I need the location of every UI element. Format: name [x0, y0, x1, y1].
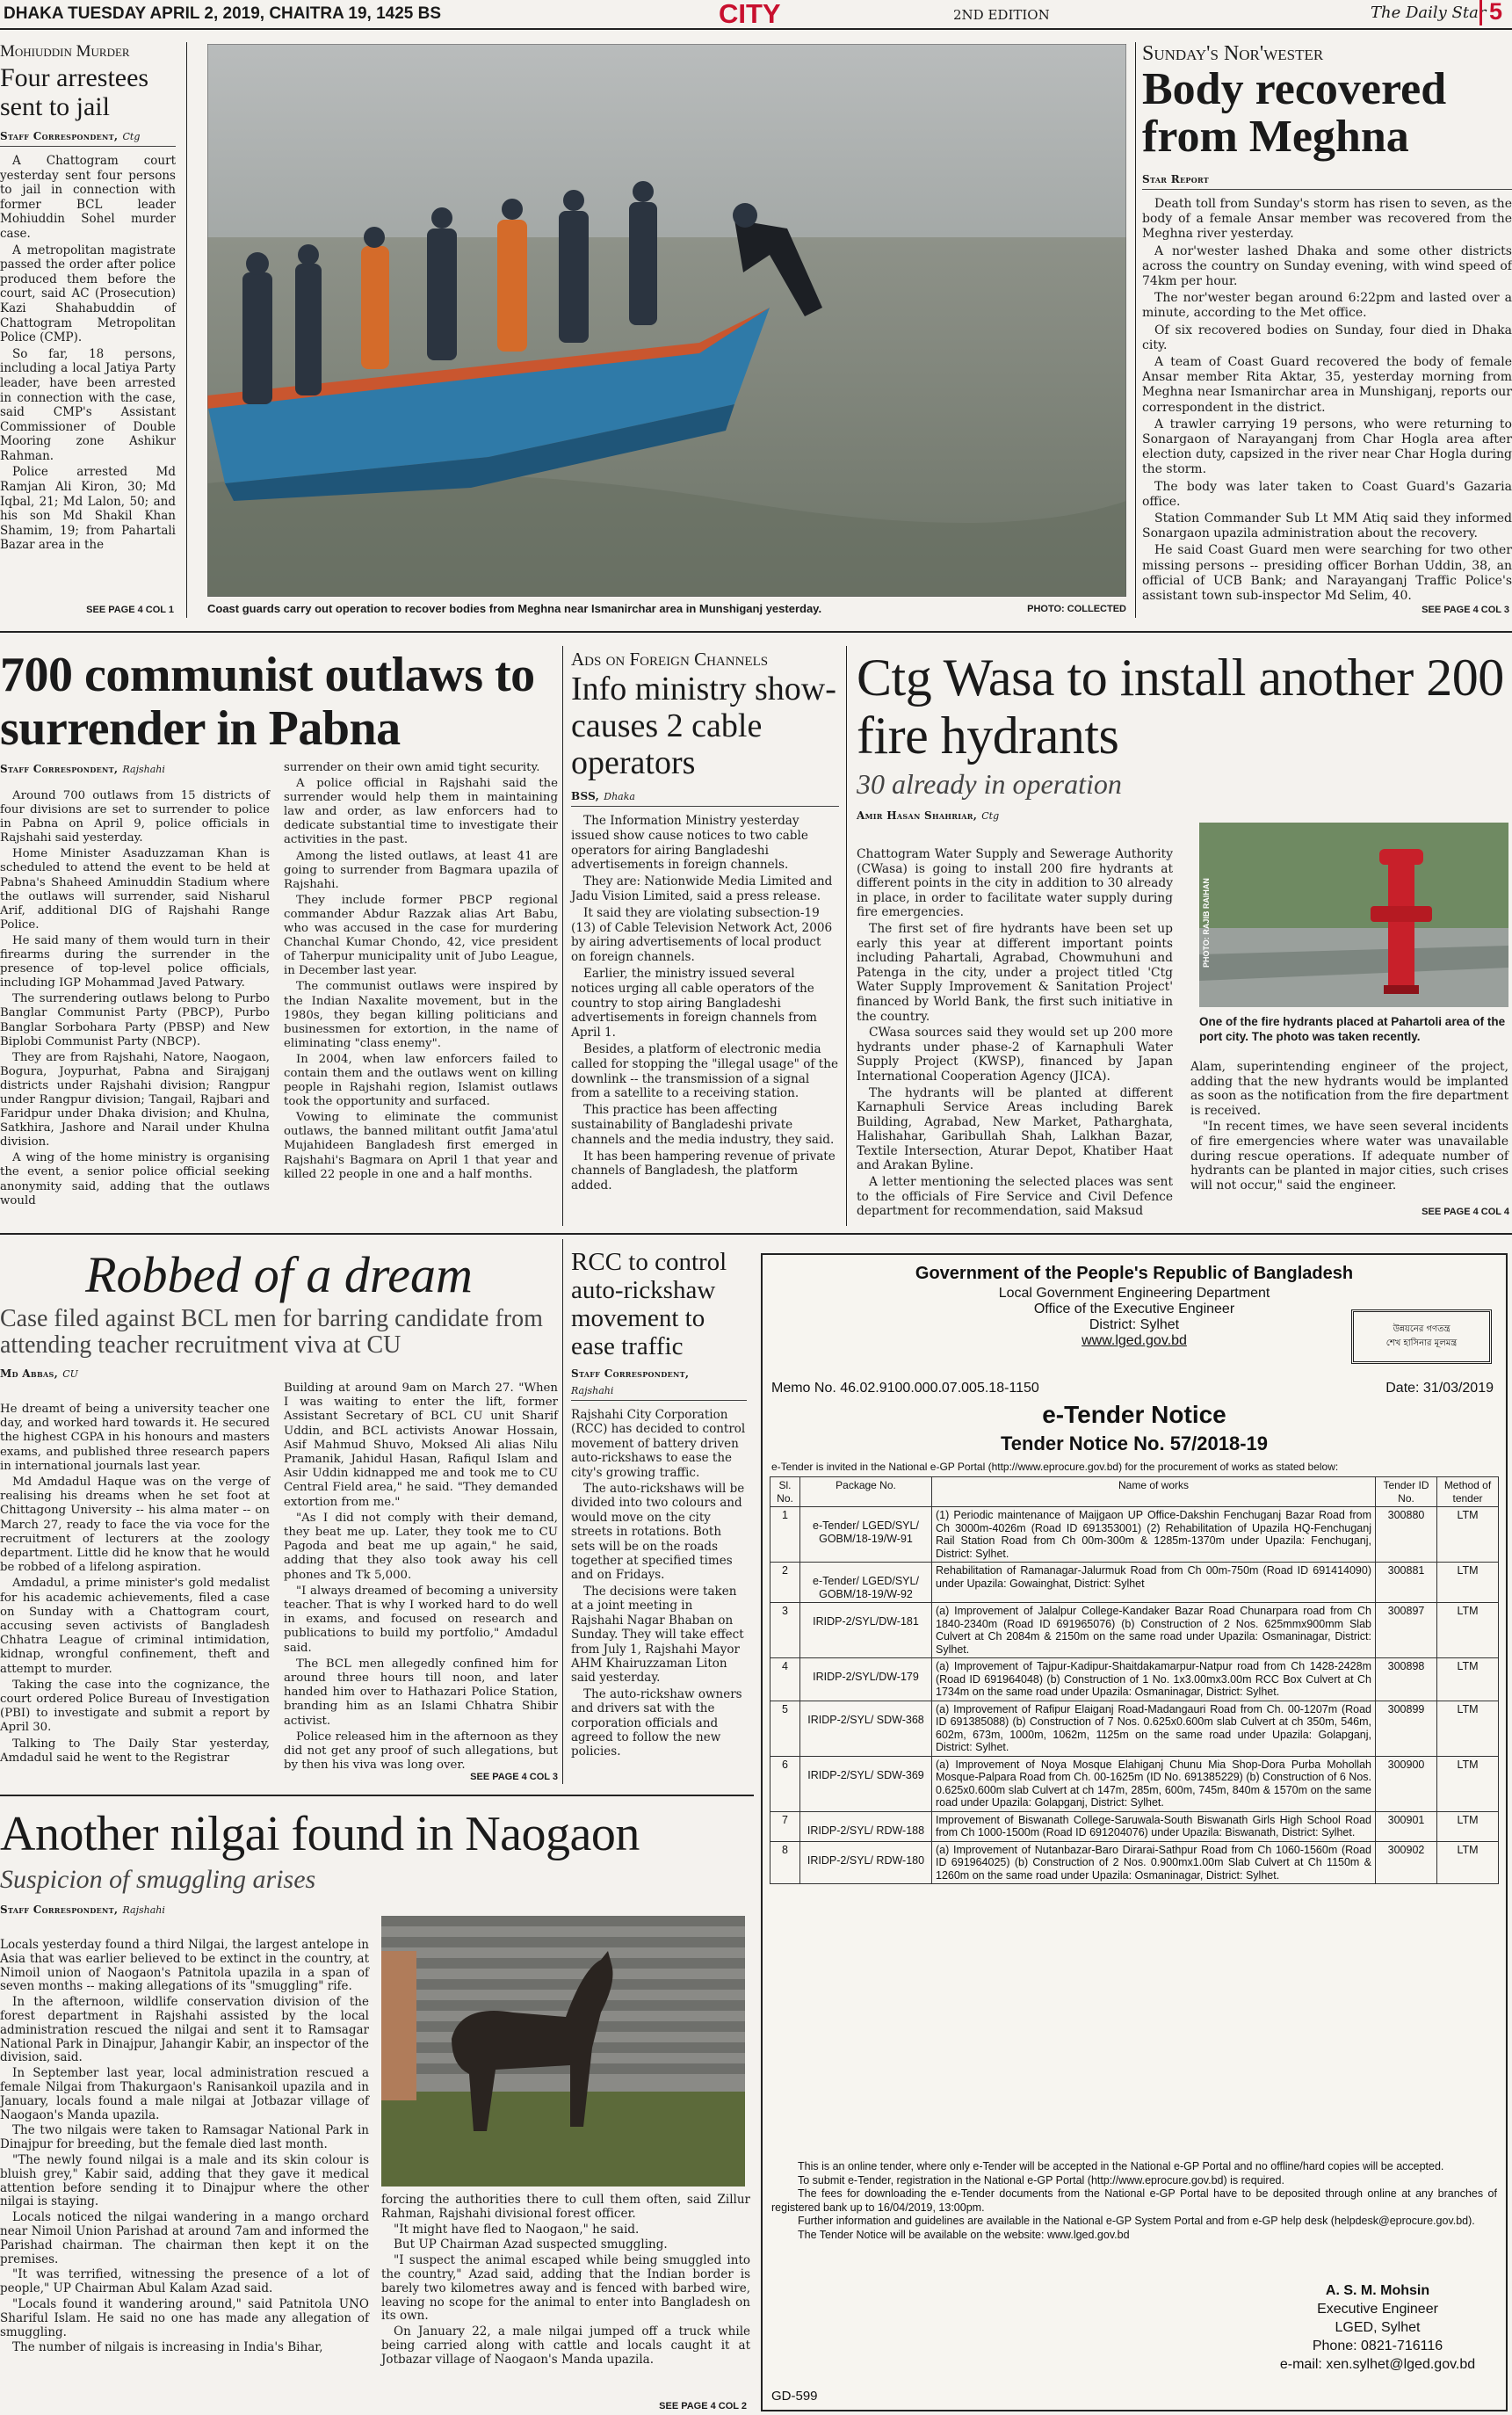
- office: Office of the Executive Engineer: [1033, 1302, 1235, 1316]
- dateline: DHAKA TUESDAY APRIL 2, 2019, CHAITRA 19, 1425 BS: [4, 4, 442, 23]
- signatory-name: A. S. M. Mohsin: [1325, 2283, 1430, 2298]
- story-cable: [571, 649, 839, 1195]
- tender-table-wrap: [770, 1476, 1499, 1884]
- col-sl: Sl. No.: [770, 1477, 800, 1507]
- method-cell: LTM: [1437, 1658, 1499, 1701]
- table-row: [770, 1756, 1499, 1811]
- byline: Staff Correspondent, Rajshahi: [0, 763, 165, 775]
- method-cell: LTM: [1437, 1603, 1499, 1658]
- nilgai-col1: Locals yesterday found a third Nilgai, the largest antelope in Asia that was earlier believed to be extinct in the country, at Nimoil union of Naogaon's Patnitola upazila in a span of seven months -- making allegations of its "smuggling" rife. In the afternoon, wildlife conservation division of the forest department in Rajshahi assisted by the local administration rescued the nilgai and sent it to Ramsagar National Park in Dinajpur, Jahangir Kabir, an inspector of the division, said. In September last year, local administration rescued a female Nilgai from Thakurgaon's Ranisankoil upazila and in January, locals found a male nilgai at Jotbazar village of Naogaon's Manda upazila. The two nilgais were taken to Ramsagar National Park in Dinajpur for breeding, but the female died last month. "The newly found nilgai is a male and its skin colour is bluish grey," Kabir said, adding that they gave it medical attention before sending it to Dinajpur where the other nilgai is staying. Locals noticed the nilgai wandering in a mango orchard near Nimoil Union Parishad at around 7am and informed the Parishad chairman. The chairman then kept it on the premises. "It was terrified, witnessing the presence of a lot of people," UP Chairman Abul Kalam Azad said. "Locals found it wandering around," said Patnitola UNO Shariful Islam. He said no one has made any allegation of smuggling. The number of nilgais is increasing in India's Bihar,: [0, 1938, 369, 2355]
- table-row: [770, 1507, 1499, 1563]
- sl-cell: 5: [770, 1701, 800, 1756]
- photo-coast-guard: [207, 44, 1126, 597]
- table-row: [770, 1811, 1499, 1841]
- signature-block: [1255, 2281, 1501, 2374]
- paper-logo: The Daily Star: [1371, 4, 1487, 22]
- method-cell: LTM: [1437, 1507, 1499, 1563]
- method-cell: LTM: [1437, 1701, 1499, 1756]
- story-nilgai: [0, 1807, 751, 1922]
- byline: Staff Correspondent, Rajshahi: [571, 1364, 747, 1401]
- see-page-link[interactable]: SEE PAGE 4 COL 4: [1422, 1207, 1509, 1217]
- signatory-org: LGED, Sylhet: [1335, 2320, 1421, 2335]
- sl-cell: 3: [770, 1603, 800, 1658]
- body: Death toll from Sunday's storm has risen to seven, as the body of a female Ansar member was recovered from the Meghna river yesterday. A nor'wester lashed Dhaka and some other districts across the country on Sunday evening, with wind speed of 74km per hour. The nor'wester began around 6:22pm and lasted over a minute, according to the Met office. Of six recovered bodies on Sunday, four died in Dhaka city. A team of Coast Guard recovered the body of female Ansar member Rita Aktar, 35, yesterday morning from Meghna near Ismanirchar area in Munshiganj, reports our correspondent in the district. A trawler carrying 19 persons, who were returning to Sonargaon of Narayanganj from Char Hogla area after election duty, capsized in the river near Char Hogla during the storm. The body was later taken to Coast Guard's Gazaria office. Station Commander Sub Lt MM Atiq said they informed Sonargaon upazila administration about the recovery. He said Coast Guard men were searching for two other missing persons -- presiding officer Borhan Uddin, 38, an official of UCB Bank; and Narayanganj Traffic Police's assistant town sub-inspector Md Selim, 40.: [1142, 197, 1512, 604]
- sl-cell: 6: [770, 1756, 800, 1811]
- nilgai-photo-image: [381, 1916, 745, 2187]
- method-cell: LTM: [1437, 1841, 1499, 1884]
- package-cell: IRIDP-2/SYL/DW-181: [800, 1603, 932, 1658]
- headline: 700 communist outlaws to surrender in Pabna: [0, 648, 535, 756]
- nilgai-col2: forcing the authorities there to cull them often, said Zillur Rahman, Rajshahi divisional forest officer. "It might have fled to Naogaon," he said. But UP Chairman Azad suspected smuggling. "I suspect the animal escaped while being smuggled into the country," Azad said, adding that the Indian border is barely two kilometres away and is fenced with barbed wire, leaving no scope for the animal to enter into Bangladesh on its own. On January 22, a male nilgai jumped off a truck while being carried along with cattle and locals caught it at Jotbazar village of Naogaon's Manda upazila.: [381, 2193, 750, 2367]
- tender-id-cell: 300898: [1376, 1658, 1437, 1701]
- photo-caption: Coast guards carry out operation to recover bodies from Meghna near Ismanirchar area in Munshiganj yesterday.: [207, 602, 822, 615]
- package-cell: IRIDP-2/SYL/ SDW-369: [800, 1756, 932, 1811]
- boat-photo-image: [207, 44, 1126, 597]
- headline: Body recovered from Meghna: [1142, 64, 1447, 162]
- headline: Ctg Wasa to install another 200 fire hydrants: [857, 649, 1504, 765]
- headline: RCC to control auto-rickshaw movement to ease traffic: [571, 1248, 727, 1360]
- byline: Staff Correspondent, Ctg: [0, 127, 176, 147]
- photo-caption: One of the fire hydrants placed at Pahartoli area of the port city. The photo was taken recently.: [1199, 1015, 1506, 1043]
- gd-number: GD-599: [771, 2389, 818, 2404]
- works-cell: (a) Improvement of Rafipur Elaiganj Road-Madangauri Road from Ch. 00-1207m (Road ID 691385088) (b) Construction of 7 Nos. 0.625x0.600m slab Culvert at ch 350m, 546m, 602m, 673m, 1000m, 1062m, 1125m on the same road under Upazila: Golapganj, District: Sylhet.: [932, 1701, 1376, 1756]
- story-meghna: [1142, 42, 1512, 606]
- table-row: [770, 1563, 1499, 1603]
- photo-fire-hydrant: [1199, 823, 1508, 1007]
- tender-notes: This is an online tender, where only e-Tender will be accepted in the National e-GP Portal and no offline/hard copies will be accepted. To submit e-Tender, registration in the National e-GP Portal (http://www.eprocure.gov.bd) is required. The fees for downloading the e-Tender documents from the National e-GP Portal have to be deposited through online at any branches of registered bank up to 16/04/2019, 13:00pm. Further information and guidelines are available in the National e-GP System Portal and from e-GP help desk (helpdesk@eprocure.gov.bd). The Tender Notice will be available on the website: www.lged.gov.bd: [771, 2160, 1497, 2241]
- package-cell: IRIDP-2/SYL/ SDW-368: [800, 1701, 932, 1756]
- table-row: [770, 1603, 1499, 1658]
- dept: Local Government Engineering Department: [998, 1286, 1270, 1301]
- photo-credit: PHOTO: RAJIB RAIHAN: [1202, 878, 1211, 968]
- kicker: Mohiuddin Murder: [0, 42, 130, 61]
- story-dream: [0, 1248, 558, 1386]
- tender-notice-number: Tender Notice No. 57/2018-19: [1000, 1432, 1269, 1454]
- headline: Four arrestees sent to jail: [0, 63, 149, 121]
- story-wasa: [857, 649, 1512, 828]
- works-cell: Rehabilitation of Ramanagar-Jalurmuk Road from Ch 00m-750m (Road ID 691414090) under Upazila: Gowainghat, District: Sylhet: [932, 1563, 1376, 1603]
- byline: Md Abbas, CU: [0, 1367, 78, 1380]
- package-cell: IRIDP-2/SYL/ RDW-188: [800, 1811, 932, 1841]
- headline: Robbed of a dream: [85, 1246, 473, 1303]
- kicker: Sunday's Nor'wester: [1142, 42, 1324, 65]
- headline: Info ministry show-causes 2 cable operators: [571, 671, 836, 781]
- website-link[interactable]: www.lged.gov.bd: [1082, 1333, 1187, 1348]
- tender-id-cell: 300881: [1376, 1563, 1437, 1603]
- wasa-col1: Chattogram Water Supply and Sewerage Authority (CWasa) is going to install 200 fire hydrants at different points in the city in addition to 30 already in place, in order to facilitate water supply during fire emergencies. The first set of fire hydrants have been set up early this year at different important points including Pahartali, Agrabad, Chowmuhuni and Patenga in the city, under a project titled 'Ctg Water Supply Improvement & Sanitation Project' financed by World Bank, the first such initiative in the country. CWasa sources said they would set up 200 more hydrants under phase-2 of Karnaphuli Water Supply Project (KWSP), financed by Japan International Cooperation Agency (JICA). The hydrants will be planted at different Karnaphuli Service Areas including Barek Building, Agrabad, New Market, Patharghata, Halishahar, Garibullah Shah, Lalkhan Bazar, Textile Intersection, Aturar Depot, Khatiber Haat and Arakan Byline. A letter mentioning the selected places was sent to the officials of Fire Service and Civil Defence department for recommendation, said Maksud: [857, 847, 1173, 1219]
- subhead: Suspicion of smuggling arises: [0, 1865, 316, 1894]
- method-cell: LTM: [1437, 1756, 1499, 1811]
- masthead: [0, 0, 1512, 30]
- method-cell: LTM: [1437, 1811, 1499, 1841]
- phone: Phone: 0821-716116: [1312, 2339, 1443, 2353]
- package-cell: IRIDP-2/SYL/ RDW-180: [800, 1841, 932, 1884]
- sl-cell: 4: [770, 1658, 800, 1701]
- package-cell: e-Tender/ LGED/SYL/ GOBM/18-19/W-92: [800, 1563, 932, 1603]
- wasa-col2: Alam, superintending engineer of the project, adding that the new hydrants would be implanted as soon as the notification from the fire department is received. "In recent times, we have seen several incidents of fire emergencies where water was unavailable during rescue operations. If adequate number of hydrants can be planted in major cities, such crises will not occur," said the engineer.: [1190, 1060, 1508, 1193]
- tender-id-cell: 300880: [1376, 1507, 1437, 1563]
- headline: Another nilgai found in Naogaon: [0, 1807, 640, 1861]
- district: District: Sylhet: [1089, 1317, 1180, 1332]
- tender-id-cell: 300902: [1376, 1841, 1437, 1884]
- story-murder: [0, 42, 176, 555]
- see-page-link[interactable]: SEE PAGE 4 COL 2: [659, 2401, 747, 2411]
- edition-label: 2ND EDITION: [953, 7, 1050, 23]
- see-page-link[interactable]: SEE PAGE 4 COL 3: [470, 1772, 558, 1782]
- hydrant-photo-image: [1199, 823, 1508, 1007]
- works-cell: (a) Improvement of Nutanbazar-Baro Dirarai-Sathpur Road from Ch 1060-1560m (Road ID 691964025) (b) Construction of 2 Nos. 0.900mx1.00m Slab Culvert at Ch 1150m & 1260m on the same road under Upazila: Osmaninagar, District: Sylhet.: [932, 1841, 1376, 1884]
- photo-credit: PHOTO: COLLECTED: [1027, 604, 1126, 614]
- story-rickshaw: [571, 1248, 747, 1761]
- works-cell: (a) Improvement of Noya Mosque Elahiganj Chunu Mia Shop-Dora Purba Mohollah Mosque-Palpara Road from Ch. 00-1625m (ID No. 691385229) (b) Construction of 6 Nos. 0.625x0.600m slab Culvert at ch 147m, 285m, 600m, 745m, 840m & 1570m on the same road under Upazila: Golapganj, District: Sylhet.: [932, 1756, 1376, 1811]
- tender-id-cell: 300899: [1376, 1701, 1437, 1756]
- tender-id-cell: 300900: [1376, 1756, 1437, 1811]
- table-row: [770, 1701, 1499, 1756]
- col-method: Method of tender: [1437, 1477, 1499, 1507]
- byline: Star Report: [1142, 170, 1512, 190]
- sl-cell: 8: [770, 1841, 800, 1884]
- dream-col1: He dreamt of being a university teacher one day, and worked hard towards it. He secured the highest CGPA in his honours and masters exams, and published three research papers in international journals last year. Md Amdadul Haque was on the verge of realising his dreams when he set foot at Chittagong University -- his alma mater -- on March 27, ready to face the via voce for the recruitment of lecturers at the zoology department. Little did he know that he would be robbed of a lifelong aspiration. Amdadul, a prime minister's gold medalist for his academic achievements, filed a case on Sunday with a Chattogram court, accusing seven activists of Bangladesh Chhatra League of criminal intimidation, kidnap, wrongful confinement, theft and attempt to murder. Taking the case into the cognizance, the court ordered Police Bureau of Investigation (PBI) to investigate and submit a report by April 30. Talking to The Daily Star yesterday, Amdadul said he went to the Registrar: [0, 1403, 270, 1765]
- table-row: [770, 1658, 1499, 1701]
- see-page-link[interactable]: SEE PAGE 4 COL 3: [1422, 605, 1509, 615]
- tender-id-cell: 300897: [1376, 1603, 1437, 1658]
- works-cell: (a) Improvement of Tajpur-Kadipur-Shaitdakamarpur-Natpur road from Ch 1428-2428m (Road ID 691964048) (b) Construction of 1 No. 1x3.00mx3.00m RCC Box Culvert at Ch 1734m on the same road under Upazila: Osmaninagar, District: Sylhet.: [932, 1658, 1376, 1701]
- photo-nilgai: [381, 1916, 745, 2187]
- byline: BSS, Dhaka: [571, 787, 839, 807]
- works-cell: (1) Periodic maintenance of Maijgaon UP Office-Dakshin Fenchuganj Bazar Road from Ch 3000m-4026m (Road ID 691353001) (2) Rehabilitation of Upazila HQ-Fenchuganj Rail Station Road from Ch 00m-300m & 1285m-1370m under Upazila: Fenchuganj, District: Sylhet.: [932, 1507, 1376, 1563]
- pabna-col1: Around 700 outlaws from 15 districts of four divisions are set to surrender to police in Pabna on April 9, police officials in Rajshahi said yesterday. Home Minister Asaduzzaman Khan is scheduled to attend the event to be held at Pabna's Shaheed Aminuddin Stadium where the outlaws will surrender, said Nisharul Arif, additional DIG of Rajshahi Range Police. He said many of them would turn in their firearms during the surrender in the presence of top-level police officials, including IGP Mohammad Javed Patwary. The surrendering outlaws belong to Purbo Banglar Communist Party (PBCP), Purbo Banglar Sorbohara Party (PBSP) and New Biplobi Communist Party (NBCP). They are from Rajshahi, Natore, Naogaon, Bogura, Joypurhat, Pabna and Sirajganj districts under Rajshahi division; Rangpur under Rangpur division; Tangail, Rajbari and Faridpur under Dhaka division; and Khulna, Satkhira, Jashore and Narail under Khulna division. A wing of the home ministry is organising the event, a senior police official seeking anonymity said, adding that the outlaws would: [0, 789, 270, 1208]
- signatory-title: Executive Engineer: [1317, 2302, 1438, 2317]
- subhead: Case filed against BCL men for barring candidate from attending teacher recruitment viva at CU: [0, 1305, 543, 1359]
- page-number: 5: [1479, 0, 1502, 25]
- col-tender-id: Tender ID No.: [1376, 1477, 1437, 1507]
- byline: Amir Hasan Shahriar, Ctg: [857, 809, 1000, 822]
- tender-title: e-Tender Notice: [1042, 1401, 1226, 1428]
- tender-table: [770, 1476, 1499, 1884]
- body: The Information Ministry yesterday issued show cause notices to two cable operators for airing Bangladeshi advertisements in foreign channels. They are: Nationwide Media Limited and Jadu Vision Limited, said a press release. It said they are violating subsection-19 (13) of Cable Television Network Act, 2006 by airing advertisements of local product on foreign channels. Earlier, the ministry issued several notices urging all cable operators of the country to stop airing Bangladeshi advertisements in foreign channels from April 1. Besides, a platform of electronic media called for stopping the "illegal usage" of the downlink -- the transmission of a signal from a satellite to a receiving station. This practice has been affecting sustainability of Bangladeshi private channels and the media industry, they said. It has been hampering revenue of private channels of Bangladesh, the platform added.: [571, 814, 839, 1193]
- pabna-col2: surrender on their own amid tight security. A police official in Rajshahi said the surrender would help them in maintaining law and order, as law enforcers had to dedicate substantial time to investigate their activities in the past. Among the listed outlaws, at least 41 are going to surrender from Bagmara upazila of Rajshahi. They include former PBCP regional commander Abdur Razzak alias Art Babu, who was accused in the case for murdering Chanchal Kumar Chondo, 42, vice president of Taherpur municipality unit of Jubo League, in December last year. The communist outlaws were inspired by the Indian Naxalite movement, but in the 1980s, they began killing politicians and businessmen for extortion, in the name of eliminating "class enemy". In 2004, when law enforcers failed to contain them and the outlaws went on killing people in Rajshahi region, Islamist outlaws took the opportunity and surfaced. Vowing to eliminate the communist outlaws, the banned militant outfit Jama'atul Mujahideen Bangladesh first emerged in Rajshahi's Bagmara on April 1 that year and killed 22 people in one and a half months.: [284, 761, 558, 1181]
- sl-cell: 2: [770, 1563, 800, 1603]
- dream-col2: Building at around 9am on March 27. "When I was waiting to enter the lift, former Assistant Secretary of BCL CU unit Sharif Uddin, and BCL activists Anowar Hossain, Asif Mahmud Shuvo, Moksed Ali alias Nilu Pramanik, Jahidul Hasan, Rafiqul Islam and Asir Uddin kidnapped me and took me to CU Central Field area," he said. "They demanded extortion from me." "As I did not comply with their demand, they beat me up. Later, they took me to CU Pagoda and beat me up again," he said, adding that they also took away his cell phones and Tk 5,000. "I always dreamed of becoming a university teacher. That is why I worked hard to do well in exams, and focused on research and publications to build my portfolio," Amdadul said. The BCL men allegedly confined him for around three hours till noon, and later handed him over to Hathazari Police Station, branding him as an Islami Chhatra Shibir activist. Police released him in the afternoon as they did not get any proof of such allegations, but by then his viva was long over.: [284, 1382, 558, 1773]
- tender-notice-ad: [761, 1253, 1508, 2411]
- subhead: 30 already in operation: [857, 768, 1122, 800]
- works-cell: Improvement of Biswanath College-Saruwala-South Biswanath Girls High School Road from Ch 1000-1500m (Road ID 691204076) under Upazila: Biswanath, District: Sylhet.: [932, 1811, 1376, 1841]
- tender-id-cell: 300901: [1376, 1811, 1437, 1841]
- method-cell: LTM: [1437, 1563, 1499, 1603]
- memo-date: Date: 31/03/2019: [1385, 1381, 1494, 1396]
- sl-cell: 1: [770, 1507, 800, 1563]
- package-cell: IRIDP-2/SYL/DW-179: [800, 1658, 932, 1701]
- works-cell: (a) Improvement of Jalalpur College-Kandaker Bazar Road Chunarpara road from Ch 1840-2340m (Road ID 691965076) (b) Construction of 2 Nos. 625mmx900mm Slab Culvert at Ch 2084m & 2150m on the same road under Upazila: Osmaninagar, District: Sylhet.: [932, 1603, 1376, 1658]
- gov-title: Government of the People's Republic of Bangladesh: [915, 1264, 1354, 1283]
- slogan-stamp: উন্নয়নের গণতন্ত্র শেখ হাসিনার মূলমন্ত্র: [1351, 1309, 1492, 1364]
- email-link[interactable]: e-mail: xen.sylhet@lged.gov.bd: [1279, 2357, 1476, 2372]
- sl-cell: 7: [770, 1811, 800, 1841]
- package-cell: e-Tender/ LGED/SYL/ GOBM/18-19/W-91: [800, 1507, 932, 1563]
- body: A Chattogram court yesterday sent four persons to jail in connection with former BCL leader Mohiuddin Sohel murder case. A metropolitan magistrate passed the order after police produced them before the court, said AC (Prosecution) Kazi Shahabuddin of Chattogram Metropolitan Police (CMP). So far, 18 persons, including a local Jatiya Party leader, have been arrested in connection with the case, said CMP's Assistant Commissioner of Double Mooring zone Ashikur Rahman. Police arrested Md Ramjan Ali Kiron, 30; Md Iqbal, 21; Md Lalon, 50; and his son Md Shakil Khan Shamim, 19; from Pahartali Bazar area in the: [0, 154, 176, 553]
- col-works: Name of works: [932, 1477, 1376, 1507]
- kicker: Ads on Foreign Channels: [571, 649, 769, 670]
- col-package: Package No.: [800, 1477, 932, 1507]
- see-page-link[interactable]: SEE PAGE 4 COL 1: [86, 605, 174, 615]
- memo-number: Memo No. 46.02.9100.000.07.005.18-1150: [771, 1381, 1039, 1396]
- table-row: [770, 1841, 1499, 1884]
- byline: Staff Correspondent, Rajshahi: [0, 1904, 165, 1916]
- body: Rajshahi City Corporation (RCC) has decided to control movement of battery driven auto-rickshaws to ease the city's growing traffic. The auto-rickshaws will be divided into two colours and would move on the city streets in rotations. Both sets will be on the roads together at specified times and on Fridays. The decisions were taken at a joint meeting in Rajshahi Nagar Bhaban on Sunday. They will take effect from July 1, Rajshahi Mayor AHM Khairuzzaman Liton said yesterday. The auto-rickshaw owners and drivers sat with the corporation officials and agreed to follow the new policies.: [571, 1408, 746, 1759]
- section-title: CITY: [719, 0, 781, 29]
- tender-intro: e-Tender is invited in the National e-GP Portal (http://www.eprocure.gov.bd) for the procurement of works as stated below:: [771, 1461, 1339, 1473]
